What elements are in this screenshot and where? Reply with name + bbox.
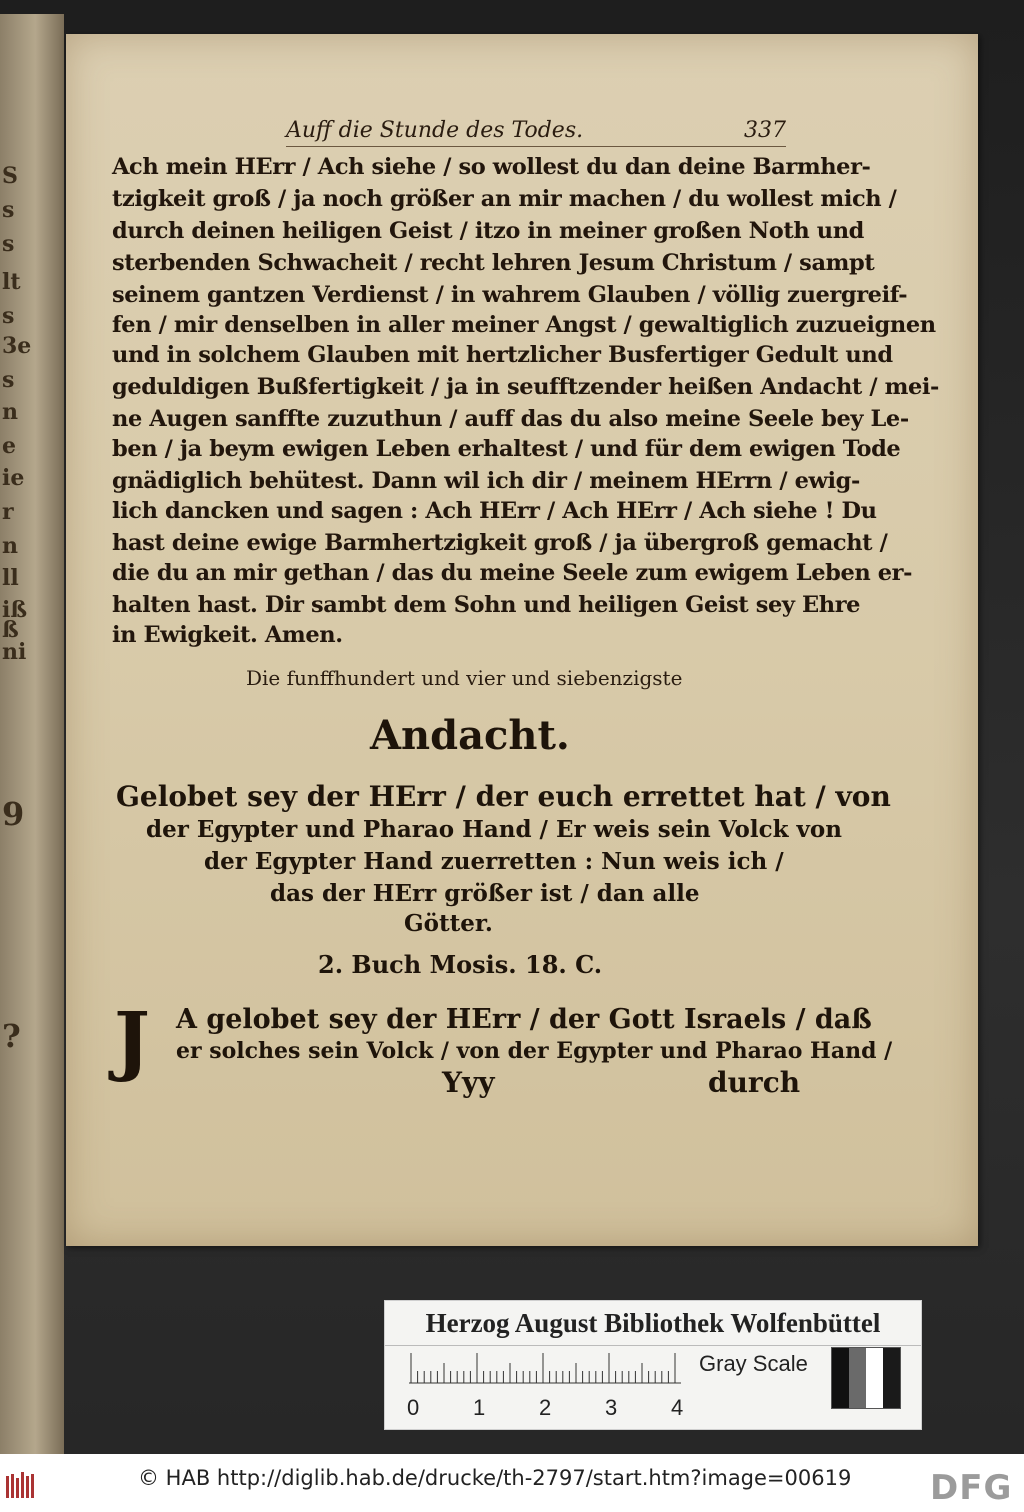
section-subheading: Die funffhundert und vier und siebenzigste [246,666,683,690]
ruler-number: 2 [539,1395,552,1420]
body-line: geduldigen Bußfertigkeit / ja in seufftzender heißen Andacht / mei- [112,374,939,400]
body-line: fen / mir denselben in aller meiner Angst / gewaltiglich zuzueignen [112,312,936,338]
bible-citation: 2. Buch Mosis. 18. C. [318,950,603,979]
verse-line: der Egypter und Pharao Hand / Er weis sein Volck von [146,816,842,843]
dfg-logo: DFG [930,1468,1013,1508]
body-line: Ach mein HErr / Ach siehe / so wollest du dan deine Barmher- [112,154,871,180]
verse-line: Gelobet sey der HErr / der euch errettet hat / von [116,780,891,813]
final-line: A gelobet sey der HErr / der Gott Israels / daß [176,1004,872,1035]
margin-fragment: 9 [2,795,25,833]
page-number: 337 [744,118,786,143]
margin-fragment: e [2,433,16,459]
margin-fragment: ? [2,1017,21,1055]
verse-line: Götter. [404,910,493,937]
library-name: Herzog August Bibliothek Wolfenbüttel [385,1301,921,1346]
margin-fragment: r [2,499,14,525]
body-line: ben / ja beym ewigen Leben erhaltest / und für dem ewigen Tode [112,436,901,462]
color-target-card [384,1300,922,1430]
margin-fragment: s [2,367,15,393]
body-line: tzigkeit groß / ja noch größer an mir machen / du wollest mich / [112,186,897,212]
scale-ruler [409,1351,681,1391]
body-line: sterbenden Schwacheit / recht lehren Jesum Christum / sampt [112,250,875,276]
body-line: durch deinen heiligen Geist / itzo in meiner großen Noth und [112,218,865,244]
margin-fragment: 3e [2,333,32,359]
body-line: gnädiglich behütest. Dann wil ich dir / meinem HErrn / ewig- [112,468,860,494]
margin-fragment: lt [2,269,21,295]
body-line: in Ewigkeit. Amen. [112,622,343,648]
running-head [286,118,786,146]
body-line: seinem gantzen Verdienst / in wahrem Glauben / völlig zuergreif- [112,282,908,308]
margin-fragment: ie [2,465,25,491]
swatch-white [866,1348,883,1408]
margin-fragment: S [2,163,18,189]
running-head-title: Auff die Stunde des Todes. [286,118,584,143]
swatch-gray [849,1348,866,1408]
swatch-black [832,1348,849,1408]
hab-barcode-icon [6,1472,36,1500]
verse-line: der Egypter Hand zuerretten : Nun weis ich / [204,848,784,875]
margin-fragment: s [2,303,15,329]
footer-url-text[interactable]: © HAB http://diglib.hab.de/drucke/th-2797/start.htm?image=00619 [138,1466,852,1490]
margin-fragment: n [2,399,18,425]
body-line: die du an mir gethan / das du meine Seele zum ewigem Leben er- [112,560,913,586]
body-line: hast deine ewige Barmhertzigkeit groß / ja übergroß gemacht / [112,530,888,556]
margin-fragment: s [2,231,15,257]
body-line: und in solchem Glauben mit hertzlicher Busfertiger Gedult und [112,342,893,368]
ruler-number: 1 [473,1395,486,1420]
grayscale-label: Gray Scale [699,1351,808,1376]
margin-fragment: ni [2,639,27,665]
margin-fragment: ll [2,565,19,591]
final-line: er solches sein Volck / von der Egypter und Pharao Hand / [176,1038,893,1064]
catchword: durch [708,1066,801,1099]
grayscale-swatches [831,1347,901,1409]
swatch-dark [883,1348,900,1408]
margin-fragment: n [2,533,18,559]
section-heading: Andacht. [370,712,570,759]
ruler-number: 4 [671,1395,684,1420]
drop-cap: J [114,995,150,1084]
adjacent-page-edge [0,14,64,1454]
margin-fragment: iß [2,597,28,623]
signature-mark: Yyy [442,1066,495,1099]
margin-fragment: s [2,197,15,223]
body-line: halten hast. Dir sambt dem Sohn und heiligen Geist sey Ehre [112,592,861,618]
verse-line: das der HErr größer ist / dan alle [270,880,700,907]
body-line: ne Augen sanffte zuzuthun / auff das du also meine Seele bey Le- [112,406,909,432]
margin-fragment: ß [2,617,19,643]
ruler-number: 3 [605,1395,618,1420]
body-line: lich dancken und sagen : Ach HErr / Ach HErr / Ach siehe ! Du [112,498,877,524]
ruler-number: 0 [407,1395,420,1420]
head-rule [286,146,786,147]
